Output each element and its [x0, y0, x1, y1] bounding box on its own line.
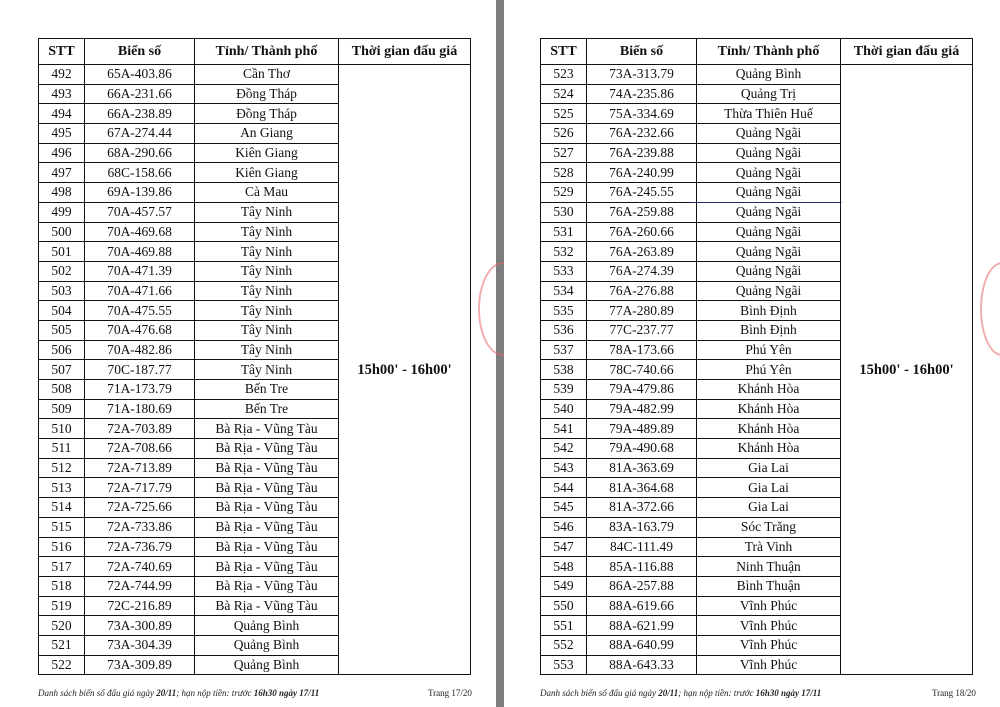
- row-plate: 76A-232.66: [587, 124, 697, 144]
- row-plate: 70A-482.86: [85, 340, 195, 360]
- page-number: Trang 18/20: [932, 688, 976, 698]
- row-stt: 537: [541, 340, 587, 360]
- row-plate: 72A-708.66: [85, 439, 195, 459]
- row-province: Bình Định: [697, 301, 841, 321]
- row-plate: 73A-300.89: [85, 616, 195, 636]
- row-province: Quảng Trị: [697, 84, 841, 104]
- row-province: Tây Ninh: [195, 222, 339, 242]
- row-stt: 514: [39, 498, 85, 518]
- row-province: Quảng Bình: [195, 635, 339, 655]
- table-body: [541, 65, 973, 675]
- row-province: Quảng Bình: [697, 65, 841, 85]
- row-plate: 66A-231.66: [85, 84, 195, 104]
- row-province: Tây Ninh: [195, 301, 339, 321]
- table-row: [39, 65, 471, 85]
- row-province: Tây Ninh: [195, 242, 339, 262]
- table-body: [39, 65, 471, 675]
- pen-mark-line: [690, 202, 842, 203]
- row-plate: 70A-475.55: [85, 301, 195, 321]
- row-province: Bến Tre: [195, 399, 339, 419]
- row-stt: 522: [39, 655, 85, 675]
- row-stt: 547: [541, 537, 587, 557]
- row-province: Đồng Tháp: [195, 104, 339, 124]
- row-plate: 70C-187.77: [85, 360, 195, 380]
- header-stt: STT: [541, 39, 587, 65]
- row-stt: 531: [541, 222, 587, 242]
- row-province: Bà Rịa - Vũng Tàu: [195, 439, 339, 459]
- row-stt: 520: [39, 616, 85, 636]
- row-province: Phú Yên: [697, 340, 841, 360]
- page-number: Trang 17/20: [428, 688, 472, 698]
- row-stt: 542: [541, 439, 587, 459]
- row-plate: 76A-274.39: [587, 261, 697, 281]
- row-plate: 70A-471.39: [85, 261, 195, 281]
- row-stt: 517: [39, 557, 85, 577]
- row-province: Cần Thơ: [195, 65, 339, 85]
- row-plate: 76A-239.88: [587, 143, 697, 163]
- row-province: Sóc Trăng: [697, 517, 841, 537]
- document-page-right: [504, 0, 1000, 707]
- row-province: Quảng Ngãi: [697, 163, 841, 183]
- row-province: Tây Ninh: [195, 261, 339, 281]
- row-stt: 533: [541, 261, 587, 281]
- row-province: Quảng Ngãi: [697, 222, 841, 242]
- table-header-row: [39, 39, 471, 65]
- row-province: Tây Ninh: [195, 281, 339, 301]
- row-plate: 70A-457.57: [85, 202, 195, 222]
- row-stt: 521: [39, 635, 85, 655]
- table-header-row: [541, 39, 973, 65]
- auction-time-cell: 15h00' - 16h00': [339, 65, 471, 675]
- row-stt: 492: [39, 65, 85, 85]
- row-stt: 516: [39, 537, 85, 557]
- header-plate: Biển số: [587, 39, 697, 65]
- row-province: Bình Định: [697, 320, 841, 340]
- row-province: Khánh Hòa: [697, 439, 841, 459]
- row-province: Quảng Ngãi: [697, 242, 841, 262]
- row-plate: 84C-111.49: [587, 537, 697, 557]
- row-plate: 72A-717.79: [85, 478, 195, 498]
- row-plate: 71A-173.79: [85, 380, 195, 400]
- row-plate: 72A-713.89: [85, 458, 195, 478]
- row-stt: 518: [39, 576, 85, 596]
- row-stt: 548: [541, 557, 587, 577]
- row-plate: 86A-257.88: [587, 576, 697, 596]
- header-plate: Biển số: [85, 39, 195, 65]
- row-plate: 78A-173.66: [587, 340, 697, 360]
- row-plate: 70A-476.68: [85, 320, 195, 340]
- row-stt: 503: [39, 281, 85, 301]
- plate-table: [38, 38, 471, 675]
- row-plate: 73A-313.79: [587, 65, 697, 85]
- row-province: Bà Rịa - Vũng Tàu: [195, 478, 339, 498]
- row-stt: 540: [541, 399, 587, 419]
- row-plate: 75A-334.69: [587, 104, 697, 124]
- row-province: Khánh Hòa: [697, 380, 841, 400]
- row-stt: 511: [39, 439, 85, 459]
- header-time: Thời gian đấu giá: [841, 39, 973, 65]
- row-stt: 519: [39, 596, 85, 616]
- row-stt: 506: [39, 340, 85, 360]
- header-stt: STT: [39, 39, 85, 65]
- row-stt: 502: [39, 261, 85, 281]
- row-province: Gia Lai: [697, 498, 841, 518]
- row-plate: 72A-740.69: [85, 557, 195, 577]
- row-plate: 74A-235.86: [587, 84, 697, 104]
- row-province: Bến Tre: [195, 380, 339, 400]
- row-plate: 81A-363.69: [587, 458, 697, 478]
- row-province: Bà Rịa - Vũng Tàu: [195, 557, 339, 577]
- row-stt: 509: [39, 399, 85, 419]
- auction-time-cell: 15h00' - 16h00': [841, 65, 973, 675]
- plate-table: [540, 38, 973, 675]
- row-plate: 85A-116.88: [587, 557, 697, 577]
- row-stt: 512: [39, 458, 85, 478]
- row-province: An Giang: [195, 124, 339, 144]
- row-plate: 72A-736.79: [85, 537, 195, 557]
- row-plate: 72C-216.89: [85, 596, 195, 616]
- row-plate: 81A-364.68: [587, 478, 697, 498]
- row-plate: 76A-259.88: [587, 202, 697, 222]
- row-province: Tây Ninh: [195, 360, 339, 380]
- row-stt: 510: [39, 419, 85, 439]
- row-stt: 552: [541, 635, 587, 655]
- row-province: Trà Vinh: [697, 537, 841, 557]
- row-plate: 76A-276.88: [587, 281, 697, 301]
- row-plate: 70A-471.66: [85, 281, 195, 301]
- row-stt: 535: [541, 301, 587, 321]
- row-plate: 77A-280.89: [587, 301, 697, 321]
- row-stt: 498: [39, 183, 85, 203]
- row-plate: 72A-733.86: [85, 517, 195, 537]
- row-stt: 529: [541, 183, 587, 203]
- row-province: Vĩnh Phúc: [697, 655, 841, 675]
- row-plate: 83A-163.79: [587, 517, 697, 537]
- row-province: Tây Ninh: [195, 202, 339, 222]
- row-plate: 79A-490.68: [587, 439, 697, 459]
- row-stt: 504: [39, 301, 85, 321]
- row-province: Bà Rịa - Vũng Tàu: [195, 419, 339, 439]
- row-province: Quảng Ngãi: [697, 183, 841, 203]
- row-plate: 88A-640.99: [587, 635, 697, 655]
- row-stt: 500: [39, 222, 85, 242]
- row-stt: 497: [39, 163, 85, 183]
- row-plate: 73A-309.89: [85, 655, 195, 675]
- row-province: Bà Rịa - Vũng Tàu: [195, 498, 339, 518]
- row-plate: 71A-180.69: [85, 399, 195, 419]
- row-province: Vĩnh Phúc: [697, 635, 841, 655]
- row-province: Quảng Ngãi: [697, 261, 841, 281]
- row-plate: 88A-643.33: [587, 655, 697, 675]
- row-province: Quảng Bình: [195, 655, 339, 675]
- row-stt: 523: [541, 65, 587, 85]
- row-stt: 499: [39, 202, 85, 222]
- row-province: Quảng Ngãi: [697, 143, 841, 163]
- row-province: Phú Yên: [697, 360, 841, 380]
- row-stt: 544: [541, 478, 587, 498]
- row-stt: 508: [39, 380, 85, 400]
- row-stt: 526: [541, 124, 587, 144]
- document-page-left: [0, 0, 496, 707]
- row-stt: 505: [39, 320, 85, 340]
- row-plate: 66A-238.89: [85, 104, 195, 124]
- row-stt: 493: [39, 84, 85, 104]
- row-stt: 527: [541, 143, 587, 163]
- row-stt: 525: [541, 104, 587, 124]
- row-plate: 70A-469.88: [85, 242, 195, 262]
- row-province: Ninh Thuận: [697, 557, 841, 577]
- page-footer: Danh sách biển số đấu giá ngày 20/11; hạn nộp tiền: trước 16h30 ngày 17/11: [540, 688, 822, 698]
- row-province: Kiên Giang: [195, 163, 339, 183]
- row-stt: 543: [541, 458, 587, 478]
- row-plate: 68C-158.66: [85, 163, 195, 183]
- page-footer: Danh sách biển số đấu giá ngày 20/11; hạn nộp tiền: trước 16h30 ngày 17/11: [38, 688, 320, 698]
- row-province: Bình Thuận: [697, 576, 841, 596]
- row-stt: 496: [39, 143, 85, 163]
- row-plate: 78C-740.66: [587, 360, 697, 380]
- row-stt: 545: [541, 498, 587, 518]
- row-plate: 76A-240.99: [587, 163, 697, 183]
- row-province: Bà Rịa - Vũng Tàu: [195, 537, 339, 557]
- row-stt: 528: [541, 163, 587, 183]
- row-plate: 88A-621.99: [587, 616, 697, 636]
- row-plate: 79A-479.86: [587, 380, 697, 400]
- row-stt: 534: [541, 281, 587, 301]
- row-province: Bà Rịa - Vũng Tàu: [195, 576, 339, 596]
- row-province: Tây Ninh: [195, 340, 339, 360]
- row-stt: 541: [541, 419, 587, 439]
- row-plate: 76A-245.55: [587, 183, 697, 203]
- row-plate: 73A-304.39: [85, 635, 195, 655]
- row-plate: 67A-274.44: [85, 124, 195, 144]
- row-stt: 515: [39, 517, 85, 537]
- row-plate: 79A-489.89: [587, 419, 697, 439]
- row-stt: 507: [39, 360, 85, 380]
- row-province: Khánh Hòa: [697, 399, 841, 419]
- row-stt: 538: [541, 360, 587, 380]
- row-province: Quảng Ngãi: [697, 202, 841, 222]
- row-stt: 495: [39, 124, 85, 144]
- row-province: Khánh Hòa: [697, 419, 841, 439]
- table-row: [541, 65, 973, 85]
- row-plate: 68A-290.66: [85, 143, 195, 163]
- row-stt: 549: [541, 576, 587, 596]
- red-seal-stamp: [980, 262, 1000, 356]
- row-province: Thừa Thiên Huế: [697, 104, 841, 124]
- row-stt: 532: [541, 242, 587, 262]
- row-stt: 524: [541, 84, 587, 104]
- row-province: Gia Lai: [697, 478, 841, 498]
- header-time: Thời gian đấu giá: [339, 39, 471, 65]
- row-stt: 546: [541, 517, 587, 537]
- row-province: Kiên Giang: [195, 143, 339, 163]
- row-stt: 530: [541, 202, 587, 222]
- row-stt: 553: [541, 655, 587, 675]
- row-plate: 70A-469.68: [85, 222, 195, 242]
- row-plate: 79A-482.99: [587, 399, 697, 419]
- row-plate: 72A-725.66: [85, 498, 195, 518]
- row-province: Tây Ninh: [195, 320, 339, 340]
- header-province: Tỉnh/ Thành phố: [697, 39, 841, 65]
- row-province: Vĩnh Phúc: [697, 616, 841, 636]
- row-province: Bà Rịa - Vũng Tàu: [195, 458, 339, 478]
- row-plate: 72A-744.99: [85, 576, 195, 596]
- row-stt: 494: [39, 104, 85, 124]
- row-stt: 513: [39, 478, 85, 498]
- row-province: Bà Rịa - Vũng Tàu: [195, 596, 339, 616]
- row-stt: 539: [541, 380, 587, 400]
- row-plate: 76A-260.66: [587, 222, 697, 242]
- row-stt: 551: [541, 616, 587, 636]
- row-stt: 550: [541, 596, 587, 616]
- row-plate: 69A-139.86: [85, 183, 195, 203]
- row-stt: 501: [39, 242, 85, 262]
- row-plate: 76A-263.89: [587, 242, 697, 262]
- row-province: Đồng Tháp: [195, 84, 339, 104]
- row-province: Bà Rịa - Vũng Tàu: [195, 517, 339, 537]
- row-plate: 81A-372.66: [587, 498, 697, 518]
- row-plate: 88A-619.66: [587, 596, 697, 616]
- row-plate: 72A-703.89: [85, 419, 195, 439]
- row-province: Quảng Ngãi: [697, 124, 841, 144]
- row-plate: 77C-237.77: [587, 320, 697, 340]
- row-province: Quảng Ngãi: [697, 281, 841, 301]
- row-plate: 65A-403.86: [85, 65, 195, 85]
- row-province: Vĩnh Phúc: [697, 596, 841, 616]
- row-province: Quảng Bình: [195, 616, 339, 636]
- row-province: Gia Lai: [697, 458, 841, 478]
- header-province: Tỉnh/ Thành phố: [195, 39, 339, 65]
- row-province: Cà Mau: [195, 183, 339, 203]
- row-stt: 536: [541, 320, 587, 340]
